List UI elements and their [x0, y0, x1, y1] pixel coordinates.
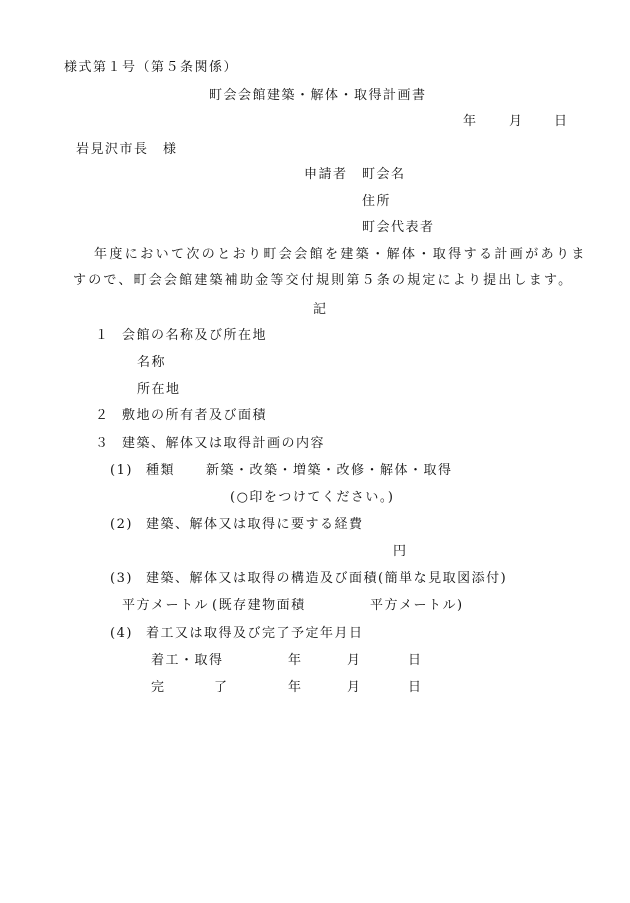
item-3-number: ３: [95, 436, 110, 451]
end-month: 月: [347, 680, 362, 695]
sub-3-area-unit: 平方メートル: [122, 598, 210, 613]
body-text-line-1: 年度において次のとおり町会会館を建築・解体・取得する計画がありま: [94, 247, 587, 262]
item-1-number: １: [95, 328, 110, 343]
sub-2-unit: 円: [393, 544, 408, 559]
sub-3-label: 建築、解体又は取得の構造及び面積(簡単な見取図添付): [146, 571, 508, 586]
sub-3-existing-label: (既存建物面積: [212, 598, 306, 613]
start-month: 月: [347, 653, 362, 668]
document-title: 町会会館建築・解体・取得計画書: [209, 88, 427, 103]
sub-1-number: (1): [110, 463, 133, 478]
sub-1-options: 新築・改築・増築・改修・解体・取得: [206, 463, 453, 478]
item-2-heading: 敷地の所有者及び面積: [122, 408, 268, 423]
sub-2-number: (2): [110, 517, 133, 532]
item-1-heading: 会館の名称及び所在地: [122, 328, 268, 343]
addressee: 岩見沢市長 様: [76, 142, 178, 157]
date-day: 日: [554, 114, 569, 129]
sub-4-label: 着工又は取得及び完了予定年月日: [146, 626, 364, 641]
item-2-number: ２: [95, 408, 110, 423]
item-3-heading: 建築、解体又は取得計画の内容: [122, 436, 326, 451]
sub-1-label: 種類: [146, 463, 176, 478]
applicant-label: 申請者: [304, 167, 348, 182]
sub-3-number: (3): [110, 571, 133, 586]
item-1-name-label: 名称: [137, 355, 167, 370]
ki-marker: 記: [313, 302, 328, 317]
sub-1-note: (○印をつけてください。): [230, 490, 395, 505]
date-year: 年: [463, 114, 478, 129]
end-label-first-char: 完: [151, 680, 166, 695]
start-day: 日: [408, 653, 423, 668]
start-year: 年: [288, 653, 303, 668]
end-day: 日: [408, 680, 423, 695]
sub-3-existing-unit: 平方メートル): [370, 598, 464, 613]
item-1-location-label: 所在地: [137, 382, 181, 397]
date-month: 月: [509, 114, 524, 129]
body-text-line-2: すので、町会会館建築補助金等交付規則第５条の規定により提出します。: [73, 273, 574, 288]
applicant-address: 住所: [362, 194, 392, 209]
sub-4-number: (4): [110, 626, 133, 641]
form-number: 様式第１号（第５条関係）: [64, 60, 239, 75]
applicant-town-name: 町会名: [362, 167, 406, 182]
end-year: 年: [288, 680, 303, 695]
applicant-representative: 町会代表者: [362, 220, 435, 235]
sub-2-label: 建築、解体又は取得に要する経費: [146, 517, 364, 532]
end-label-second-char: 了: [214, 680, 229, 695]
start-label: 着工・取得: [151, 653, 224, 668]
